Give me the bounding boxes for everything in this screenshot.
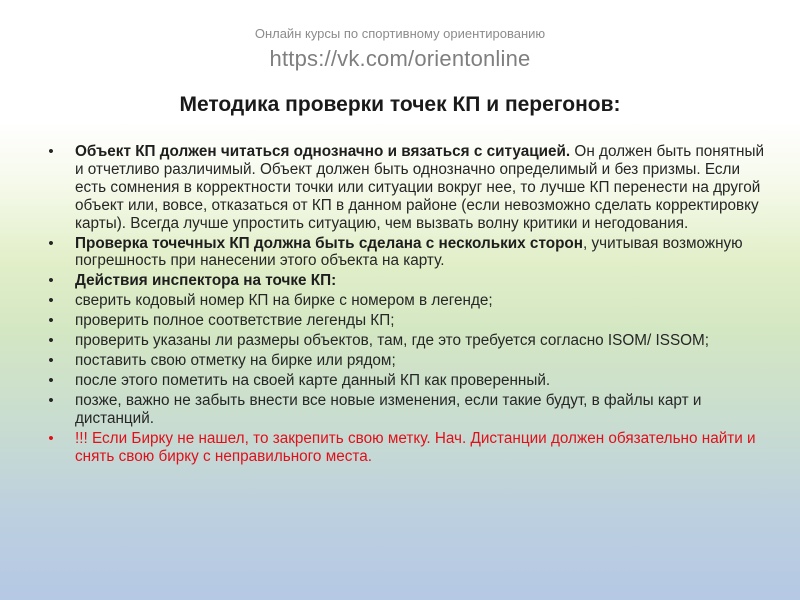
list-item-text: Он должен быть понятный и отчетливо различимый. Объект должен быть однозначно определимый и без призмы. Если есть сомнения в корректности точки или ситуации вокруг нее, то лучше КП перенести на другой объект или, вовсе, отказаться от КП в данном районе (если невозможно сделать корректировку карты). Всегда лучше упростить ситуацию, чем вызвать волну критики и негодования.: [75, 143, 764, 232]
list-item: [44, 143, 764, 233]
slide-title: Методика проверки точек КП и перегонов:: [179, 93, 621, 116]
list-item-bold: Проверка точечных КП должна быть сделана с нескольких сторон: [75, 234, 584, 252]
warning-text: !!! Если Бирку не нашел, то закрепить свою метку. Нач. Дистанции должен обязательно найти и снять свою бирку с неправильного места.: [75, 429, 756, 465]
bullet-dot-icon: •: [48, 332, 54, 350]
list-item-text: позже, важно не забыть внести все новые изменения, если такие будут, в файлы карт и дистанций.: [75, 391, 702, 427]
list-item: [44, 292, 764, 310]
bullet-dot-icon: •: [48, 371, 54, 389]
list-item: [44, 235, 764, 271]
bullet-list: [44, 143, 764, 467]
list-item-bold: Действия инспектора на точке КП:: [75, 272, 337, 290]
bullet-dot-icon: •: [48, 272, 54, 290]
list-item: [44, 392, 764, 428]
bullet-dot-icon: •: [48, 292, 54, 310]
list-item-text: после этого пометить на своей карте данный КП как проверенный.: [75, 371, 551, 389]
vk-link[interactable]: https://vk.com/orientonline: [269, 46, 531, 71]
list-item-text: , учитывая возможную погрешность при нанесении этого объекта на карту.: [75, 234, 743, 270]
bullet-dot-icon: •: [48, 391, 54, 409]
list-item: [44, 332, 764, 350]
list-item: [44, 272, 764, 290]
course-subtitle: Онлайн курсы по спортивному ориентированию: [254, 26, 546, 41]
bullet-dot-icon: •: [48, 143, 54, 160]
bullet-dot-icon: •: [48, 429, 54, 447]
list-item-text: проверить полное соответствие легенды КП;: [75, 312, 395, 330]
list-item: [44, 312, 764, 330]
warning-item: [44, 430, 764, 466]
list-item: [44, 352, 764, 370]
bullet-dot-icon: •: [48, 312, 54, 330]
bullet-dot-icon: •: [48, 351, 54, 369]
list-item-text: сверить кодовый номер КП на бирке с номером в легенде;: [75, 292, 493, 310]
list-item-text: проверить указаны ли размеры объектов, там, где это требуется согласно ISOM/ ISSOM;: [75, 332, 710, 350]
list-item-bold: Объект КП должен читаться однозначно и вязаться с ситуацией.: [75, 143, 571, 160]
bullet-dot-icon: •: [48, 234, 54, 252]
list-item: [44, 372, 764, 390]
list-item-text: поставить свою отметку на бирке или рядом;: [75, 351, 396, 369]
